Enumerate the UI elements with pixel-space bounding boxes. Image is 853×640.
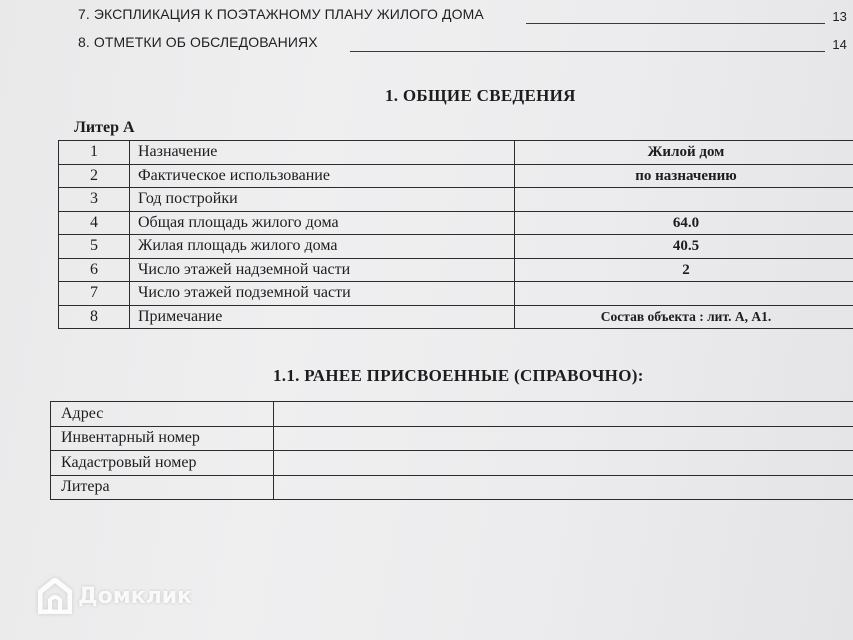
table-row — [59, 188, 853, 212]
toc-item-7 — [78, 6, 853, 26]
row-number: 3 — [59, 188, 130, 212]
table-row — [51, 402, 853, 427]
row-label: Литера — [51, 475, 274, 500]
row-label: Примечание — [130, 305, 515, 329]
table-row — [59, 141, 853, 165]
row-value — [274, 451, 853, 476]
row-label: Адрес — [51, 402, 274, 427]
row-value: по назначению — [515, 164, 853, 188]
row-value — [274, 402, 853, 427]
row-label: Кадастровый номер — [51, 451, 274, 476]
row-label: Инвентарный номер — [51, 426, 274, 451]
row-number: 4 — [59, 211, 130, 235]
toc-item-8 — [78, 34, 853, 54]
watermark-text: Домклик — [78, 583, 193, 609]
row-value: 2 — [515, 258, 853, 282]
row-label: Год постройки — [130, 188, 515, 212]
row-number: 2 — [59, 164, 130, 188]
row-number: 1 — [59, 141, 130, 165]
previous-info-table — [50, 401, 853, 500]
row-label: Общая площадь жилого дома — [130, 211, 515, 235]
toc-item-label: 8. ОТМЕТКИ ОБ ОБСЛЕДОВАНИЯХ — [78, 34, 318, 50]
table-row — [51, 475, 853, 500]
table-row — [59, 282, 853, 306]
row-value — [515, 188, 853, 212]
domclick-watermark — [38, 576, 192, 616]
row-number: 8 — [59, 305, 130, 329]
toc-item-label: 7. ЭКСПЛИКАЦИЯ К ПОЭТАЖНОМУ ПЛАНУ ЖИЛОГО ДОМА — [78, 6, 484, 22]
toc-leader-line — [526, 23, 825, 24]
table-row — [51, 451, 853, 476]
toc-leader-line — [350, 51, 825, 52]
table-row — [59, 164, 853, 188]
row-value — [274, 426, 853, 451]
section-title-general: 1. ОБЩИЕ СВЕДЕНИЯ — [385, 86, 576, 105]
row-number: 7 — [59, 282, 130, 306]
row-value: 64.0 — [515, 211, 853, 235]
row-number: 6 — [59, 258, 130, 282]
liter-label: Литер А — [74, 119, 135, 136]
toc-item-page: 14 — [832, 37, 847, 52]
row-label: Фактическое использование — [130, 164, 515, 188]
table-row — [59, 305, 853, 329]
row-value: Жилой дом — [515, 141, 853, 165]
table-row — [59, 211, 853, 235]
row-value — [515, 282, 853, 306]
house-logo-icon — [38, 578, 72, 614]
table-row — [59, 258, 853, 282]
section-title-previous: 1.1. РАНЕЕ ПРИСВОЕННЫЕ (СПРАВОЧНО): — [273, 366, 644, 385]
general-info-table — [58, 140, 853, 329]
table-row — [51, 426, 853, 451]
row-label: Число этажей надземной части — [130, 258, 515, 282]
row-label: Жилая площадь жилого дома — [130, 235, 515, 259]
row-value — [274, 475, 853, 500]
toc-item-page: 13 — [832, 9, 847, 24]
table-row — [59, 235, 853, 259]
row-label: Назначение — [130, 141, 515, 165]
row-value: 40.5 — [515, 235, 853, 259]
row-value: Состав объекта : лит. А, А1. — [515, 305, 853, 329]
row-number: 5 — [59, 235, 130, 259]
row-label: Число этажей подземной части — [130, 282, 515, 306]
